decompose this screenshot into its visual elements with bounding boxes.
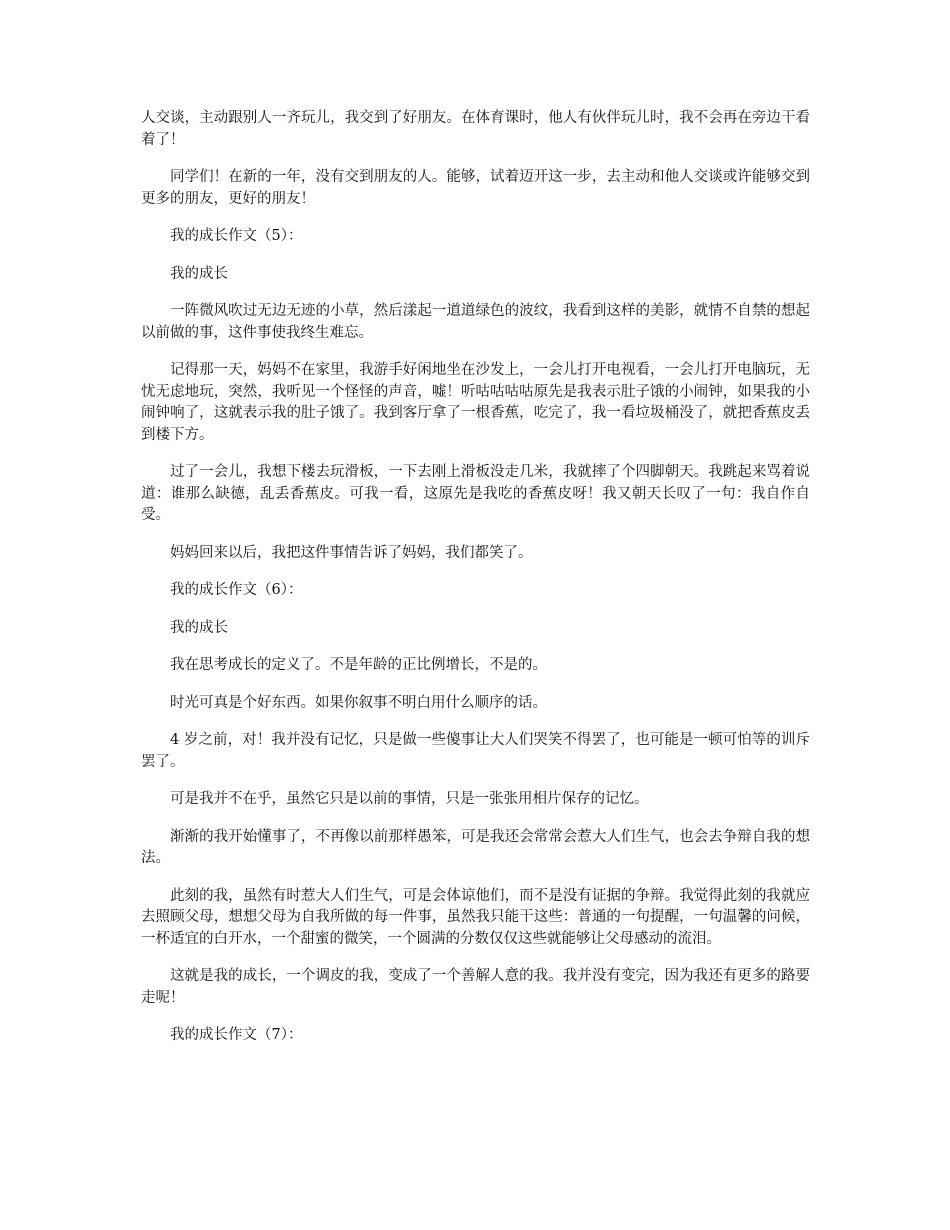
paragraph: 4 岁之前，对！我并没有记忆，只是做一些傻事让大人们哭笑不得罢了，也可能是一顿可怕等的训斥罢了。 xyxy=(141,732,810,770)
paragraph: 妈妈回来以后，我把这件事情告诉了妈妈，我们都笑了。 xyxy=(170,544,533,561)
paragraph: 我在思考成长的定义了。不是年龄的正比例增长，不是的。 xyxy=(170,657,547,673)
paragraph: 一阵微风吹过无边无迹的小草，然后漾起一道道绿色的波纹，我看到这样的美影，就情不自禁的想起以前做的事，这件事使我终生难忘。 xyxy=(141,303,810,341)
document-page xyxy=(141,108,810,1063)
paragraph: 过了一会儿，我想下楼去玩滑板，一下去刚上滑板没走几米，我就摔了个四脚朝天。我跳起来骂着说道：谁那么缺德，乱丢香蕉皮。可我一看，这原先是我吃的香蕉皮呀！我又朝天长叹了一句：我自作自受。 xyxy=(141,464,810,523)
paragraph: 渐渐的我开始懂事了，不再像以前那样愚笨，可是我还会常常会惹大人们生气，也会去争辩自我的想法。 xyxy=(141,828,810,866)
paragraph: 记得那一天，妈妈不在家里，我游手好闲地坐在沙发上，一会儿打开电视看，一会儿打开电脑玩，无忧无虑地玩，突然，我听见一个怪怪的声音，嘘！听咕咕咕咕原先是我表示肚子饿的小闹钟，如果我的小闹钟响了，这就表示我的肚子饿了。我到客厅拿了一根香蕉，吃完了，我一看垃圾桶没了，就把香蕉皮丢到楼下方。 xyxy=(141,362,810,443)
essay-title: 我的成长 xyxy=(170,265,228,282)
essay-title: 我的成长 xyxy=(170,619,228,636)
section-heading: 我的成长作文（6）： xyxy=(170,582,303,598)
paragraph: 这就是我的成长，一个调皮的我，变成了一个善解人意的我。我并没有变完，因为我还有更多的路要走呢！ xyxy=(141,968,810,1006)
paragraph: 时光可真是个好东西。如果你叙事不明白用什么顺序的话。 xyxy=(170,694,547,711)
paragraph-continued: 人交谈，主动跟别人一齐玩儿，我交到了好朋友。在体育课时，他人有伙伴玩儿时，我不会再在旁边干看着了！ xyxy=(141,110,810,148)
section-heading: 我的成长作文（7）： xyxy=(170,1027,303,1043)
paragraph: 同学们！在新的一年，没有交到朋友的人。能够，试着迈开这一步，去主动和他人交谈或许能够交到更多的朋友，更好的朋友！ xyxy=(141,169,810,207)
paragraph: 此刻的我，虽然有时惹大人们生气，可是会体谅他们，而不是没有证据的争辩。我觉得此刻的我就应去照顾父母，想想父母为自我所做的每一件事，虽然我只能干这些：普通的一句提醒，一句温馨的问候，一杯适宜的白开水，一个甜蜜的微笑，一个圆满的分数仅仅这些就能够让父母感动的流泪。 xyxy=(141,887,810,947)
section-heading: 我的成长作文（5）： xyxy=(170,228,303,244)
paragraph: 可是我并不在乎，虽然它只是以前的事情，只是一张张用相片保存的记忆。 xyxy=(170,791,649,807)
